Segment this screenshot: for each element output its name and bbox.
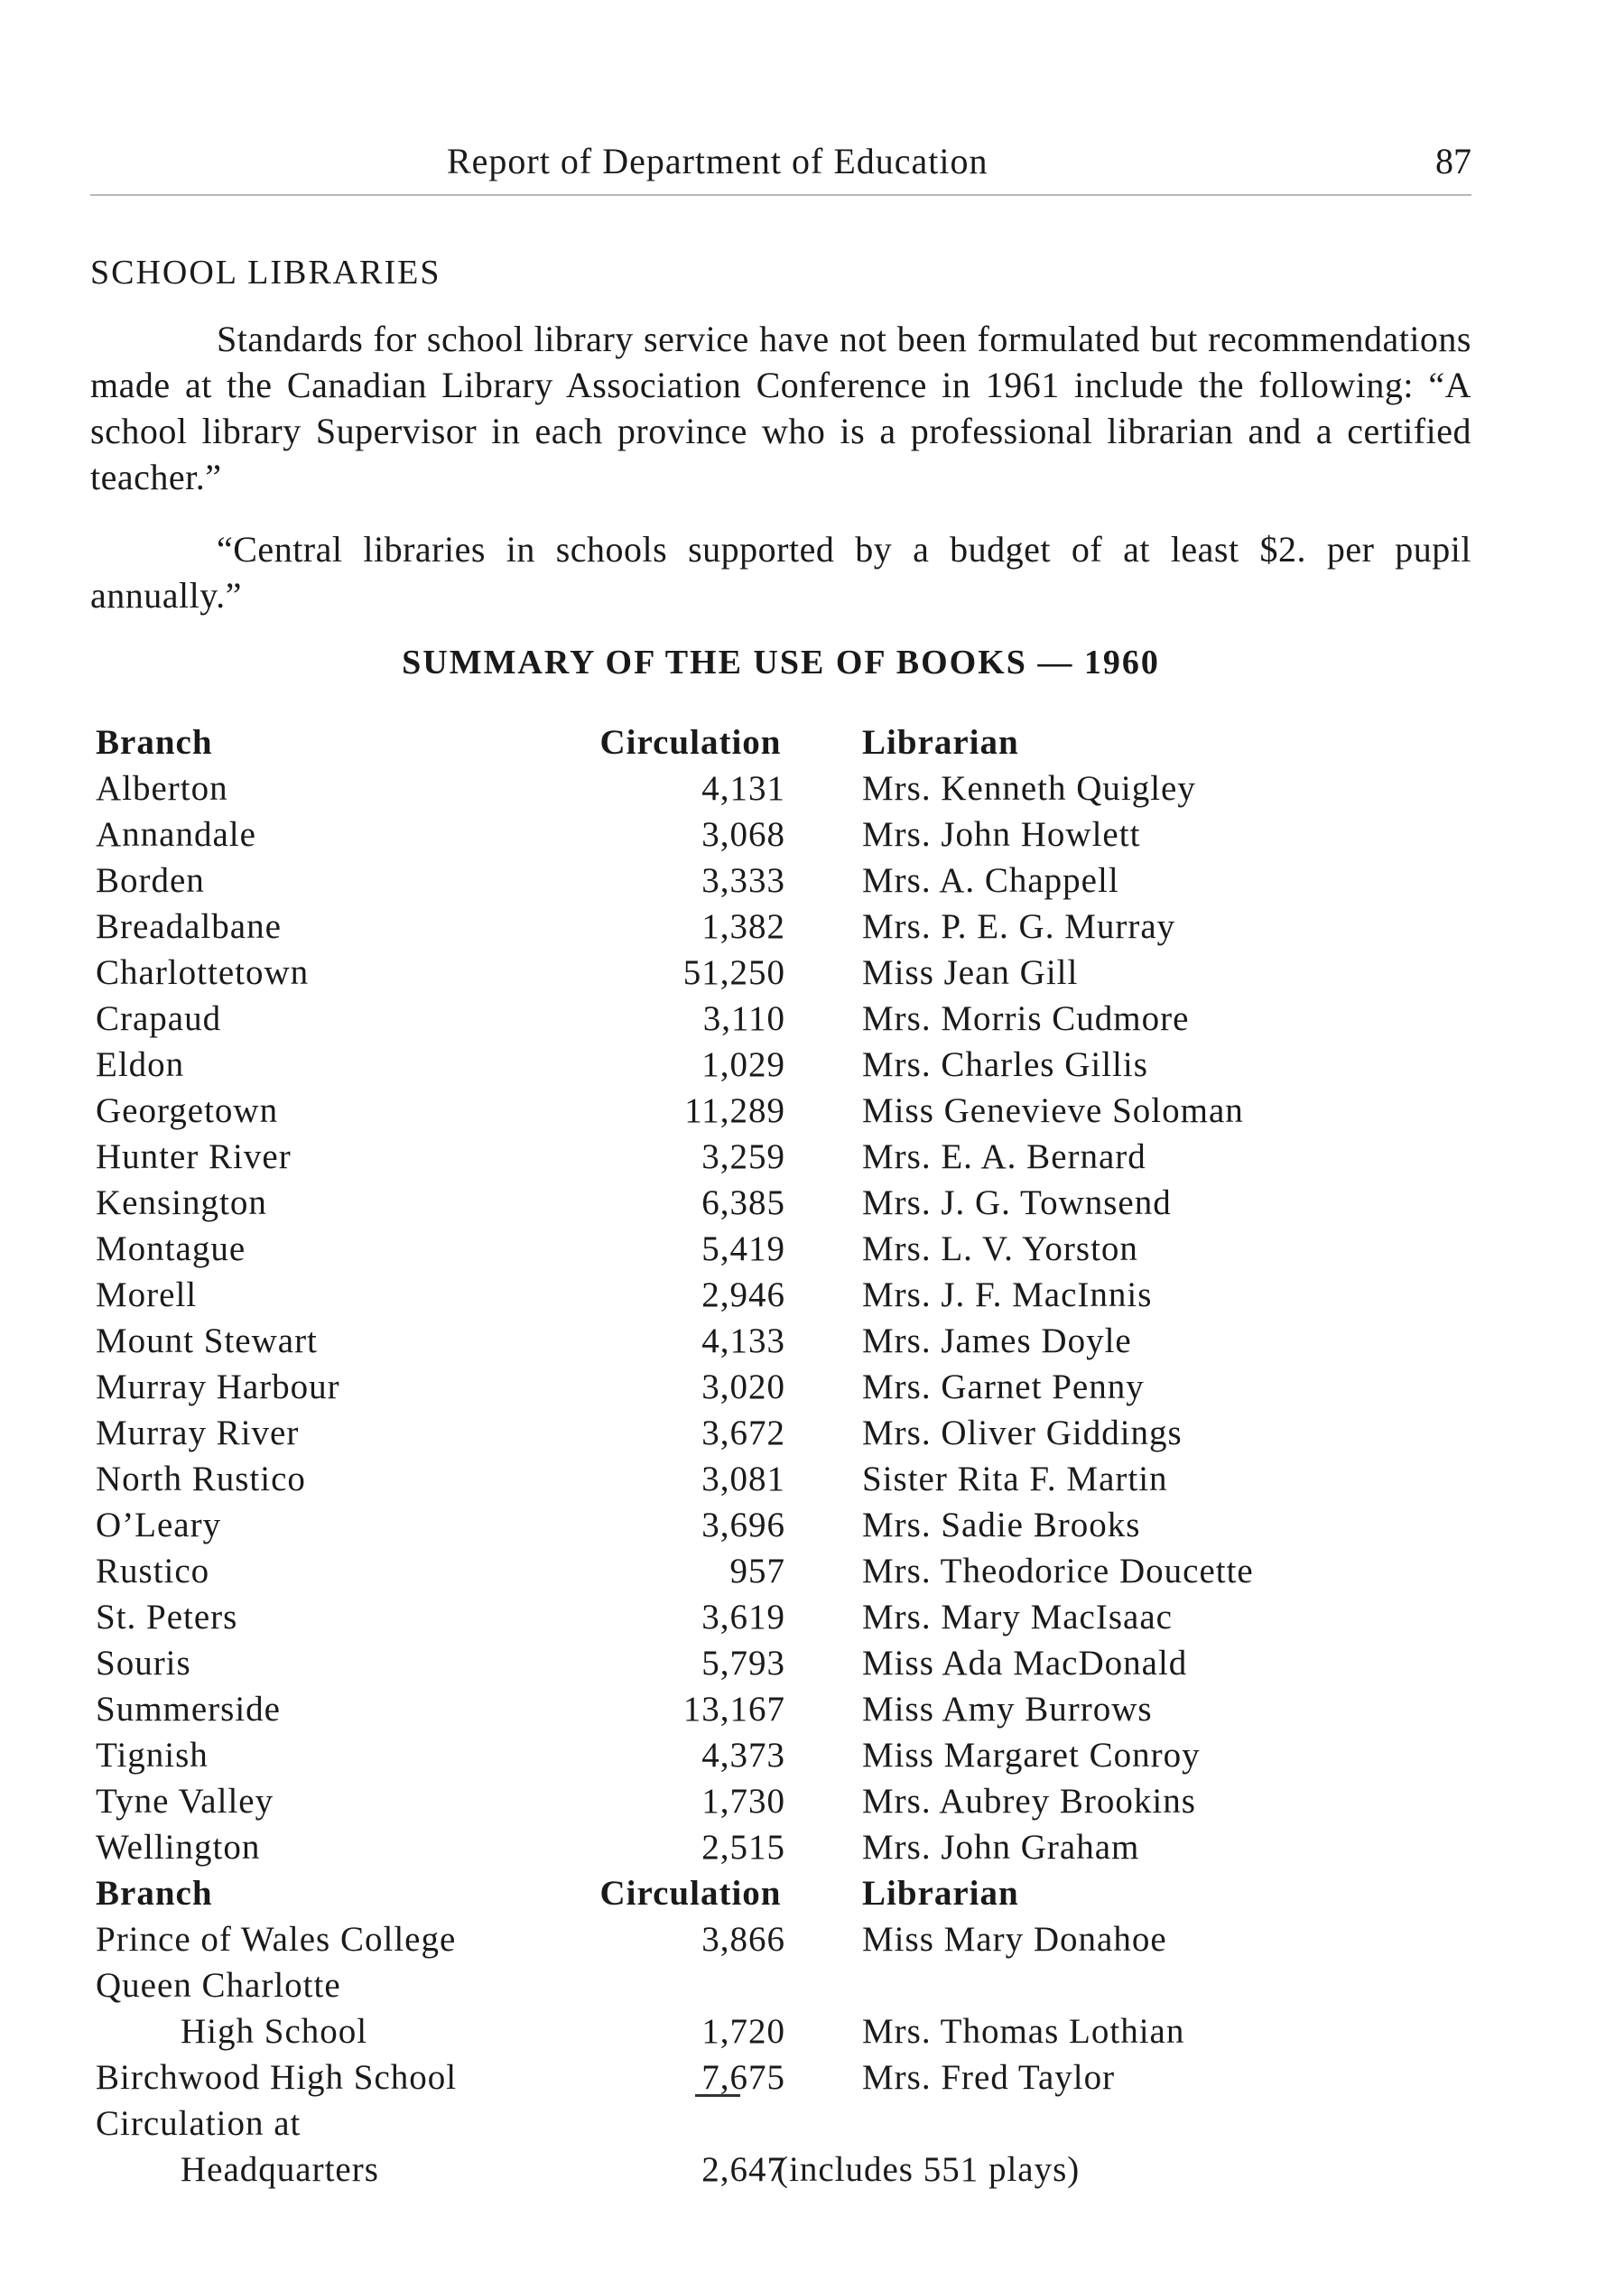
circulation-cell: 5,419 — [701, 1229, 785, 1268]
librarian-cell: Mrs. Garnet Penny — [862, 1368, 1145, 1406]
branch-cell: Branch — [96, 723, 213, 762]
librarian-cell: Mrs. A. Chappell — [862, 861, 1119, 900]
section-heading: SCHOOL LIBRARIES — [90, 254, 441, 292]
librarian-cell: Mrs. Fred Taylor — [862, 2058, 1116, 2097]
table-row — [90, 2103, 1499, 2149]
page-number: 87 — [1435, 141, 1471, 181]
librarian-cell: Mrs. L. V. Yorston — [862, 1229, 1138, 1268]
table-row — [90, 2149, 1499, 2195]
paragraph-budget: “Central libraries in schools supported by a budget of at least $2. per pupil annually.” — [90, 529, 1471, 616]
table-row — [90, 1919, 1499, 1965]
librarian-cell: Sister Rita F. Martin — [862, 1460, 1168, 1498]
circulation-cell: 3,081 — [701, 1460, 785, 1498]
branch-cell: Tyne Valley — [96, 1782, 274, 1821]
librarian-cell: Miss Mary Donahoe — [862, 1920, 1167, 1959]
table-row — [90, 1182, 1499, 1229]
table-row — [90, 1136, 1499, 1182]
branch-cell: Souris — [96, 1644, 191, 1683]
circulation-cell: 4,133 — [701, 1321, 785, 1360]
librarian-cell: Mrs. John Howlett — [862, 815, 1141, 854]
branch-cell: Montague — [96, 1229, 246, 1268]
table-row — [90, 1505, 1499, 1551]
table-title: SUMMARY OF THE USE OF BOOKS — 1960 — [402, 644, 1160, 682]
running-header — [90, 140, 1471, 196]
librarian-cell: Mrs. James Doyle — [862, 1321, 1132, 1360]
table-row — [90, 1275, 1499, 1321]
librarian-cell: Miss Jean Gill — [862, 953, 1079, 992]
table-row — [90, 998, 1499, 1044]
circulation-cell: 7,675 — [701, 2058, 785, 2097]
circulation-cell: 5,793 — [701, 1644, 785, 1683]
librarian-cell: Mrs. J. F. MacInnis — [862, 1275, 1153, 1314]
branch-cell: Hunter River — [96, 1137, 292, 1176]
branch-cell: Charlottetown — [96, 953, 310, 992]
table-row — [90, 906, 1499, 952]
table-row — [90, 1689, 1499, 1735]
circulation-cell: 51,250 — [682, 953, 785, 992]
paragraph-standards: Standards for school library service have not been formulated but recommendations made at the Canadian Library Association Conference in 1961 include the following: “A school library Supervisor in each province who is a professional librarian and a certified teacher.” — [90, 319, 1471, 497]
circulation-cell: Circulation — [599, 1874, 782, 1913]
circulation-cell: 1,720 — [701, 2012, 785, 2051]
table-row — [90, 1229, 1499, 1275]
circulation-table — [90, 722, 1499, 2195]
librarian-cell: Miss Genevieve Soloman — [862, 1091, 1244, 1130]
circulation-cell: 3,110 — [702, 999, 785, 1038]
librarian-cell: Mrs. Theodorice Doucette — [862, 1552, 1254, 1590]
branch-cell: Tignish — [96, 1736, 209, 1775]
librarian-cell: Miss Ada MacDonald — [862, 1644, 1188, 1683]
branch-cell: Breadalbane — [96, 907, 282, 946]
circulation-cell: 3,696 — [701, 1506, 785, 1544]
branch-cell: Crapaud — [96, 999, 222, 1038]
circulation-cell: 4,131 — [701, 769, 785, 808]
branch-cell: Eldon — [96, 1045, 185, 1084]
circulation-cell: 2,515 — [701, 1828, 785, 1867]
table-row — [90, 2011, 1499, 2057]
librarian-cell: Mrs. Mary MacIsaac — [862, 1598, 1173, 1637]
branch-cell: Mount Stewart — [96, 1321, 318, 1360]
table-row — [90, 1643, 1499, 1689]
circulation-cell: 4,373 — [701, 1736, 785, 1775]
librarian-cell: Mrs. Charles Gillis — [862, 1045, 1148, 1084]
branch-cell: O’Leary — [96, 1506, 222, 1544]
table-row — [90, 1965, 1499, 2011]
branch-cell: Rustico — [96, 1552, 210, 1590]
table-row — [90, 1044, 1499, 1090]
table-row — [90, 768, 1499, 814]
branch-cell: Murray River — [96, 1414, 300, 1452]
librarian-cell: Librarian — [862, 723, 1019, 762]
table-row — [90, 1090, 1499, 1136]
circulation-cell: 1,029 — [701, 1045, 785, 1084]
librarian-cell: Mrs. Aubrey Brookins — [862, 1782, 1196, 1821]
circulation-cell: 11,289 — [684, 1091, 785, 1130]
circulation-cell: 3,020 — [701, 1368, 785, 1406]
librarian-cell: Mrs. Sadie Brooks — [862, 1506, 1141, 1544]
circulation-cell: 957 — [729, 1552, 785, 1590]
branch-cell: Queen Charlotte — [96, 1966, 341, 2005]
branch-cell: High School — [181, 2012, 368, 2051]
branch-cell: Wellington — [96, 1828, 261, 1867]
circulation-cell: 3,259 — [701, 1137, 785, 1176]
librarian-cell: Librarian — [862, 1874, 1019, 1913]
circulation-cell: 3,672 — [701, 1414, 785, 1452]
librarian-cell: Mrs. Morris Cudmore — [862, 999, 1190, 1038]
table-row — [90, 1551, 1499, 1597]
branch-cell: Summerside — [96, 1690, 281, 1729]
table-row — [90, 952, 1499, 998]
branch-cell: Circulation at — [96, 2104, 302, 2143]
circulation-cell: 2,946 — [701, 1275, 785, 1314]
dash-mark — [695, 2094, 740, 2097]
librarian-cell: Miss Amy Burrows — [862, 1690, 1153, 1729]
circulation-cell: 3,068 — [701, 815, 785, 854]
branch-cell: Branch — [96, 1874, 213, 1913]
table-row — [90, 1781, 1499, 1827]
branch-cell: Georgetown — [96, 1091, 279, 1130]
librarian-cell: Mrs. Oliver Giddings — [862, 1414, 1183, 1452]
branch-cell: Annandale — [96, 815, 256, 854]
table-row — [90, 1459, 1499, 1505]
branch-cell: Alberton — [96, 769, 228, 808]
branch-cell: Birchwood High School — [96, 2058, 458, 2097]
branch-cell: Morell — [96, 1275, 198, 1314]
table-row — [90, 1367, 1499, 1413]
table-row — [90, 1735, 1499, 1781]
circulation-cell: 1,382 — [701, 907, 785, 946]
branch-cell: North Rustico — [96, 1460, 306, 1498]
table-row — [90, 860, 1499, 906]
table-header-row — [90, 722, 1499, 768]
librarian-cell: Mrs. P. E. G. Murray — [862, 907, 1176, 946]
circulation-cell: 6,385 — [701, 1183, 785, 1222]
branch-cell: Kensington — [96, 1183, 267, 1222]
branch-cell: Murray Harbour — [96, 1368, 340, 1406]
circulation-cell: 1,730 — [701, 1782, 785, 1821]
librarian-cell: Mrs. Kenneth Quigley — [862, 769, 1196, 808]
branch-cell: Prince of Wales College — [96, 1920, 457, 1959]
table-row — [90, 2057, 1499, 2103]
circulation-cell: Circulation — [599, 723, 782, 762]
table-row — [90, 1321, 1499, 1367]
librarian-cell: (includes 551 plays) — [776, 2150, 1081, 2189]
branch-cell: Headquarters — [181, 2150, 379, 2189]
header-title: Report of Department of Education — [447, 141, 988, 181]
librarian-cell: Mrs. E. A. Bernard — [862, 1137, 1146, 1176]
circulation-cell: 13,167 — [682, 1690, 785, 1729]
circulation-cell: 3,866 — [701, 1920, 785, 1959]
table-row — [90, 1597, 1499, 1643]
circulation-cell: 2,647 — [701, 2150, 785, 2189]
table-row — [90, 814, 1499, 860]
librarian-cell: Mrs. John Graham — [862, 1828, 1140, 1867]
branch-cell: Borden — [96, 861, 205, 900]
librarian-cell: Miss Margaret Conroy — [862, 1736, 1201, 1775]
table-row — [90, 1827, 1499, 1873]
branch-cell: St. Peters — [96, 1598, 238, 1637]
table-row — [90, 1413, 1499, 1459]
table-header-row — [90, 1873, 1499, 1919]
librarian-cell: Mrs. J. G. Townsend — [862, 1183, 1172, 1222]
circulation-cell: 3,333 — [701, 861, 785, 900]
librarian-cell: Mrs. Thomas Lothian — [862, 2012, 1185, 2051]
circulation-cell: 3,619 — [701, 1598, 785, 1637]
